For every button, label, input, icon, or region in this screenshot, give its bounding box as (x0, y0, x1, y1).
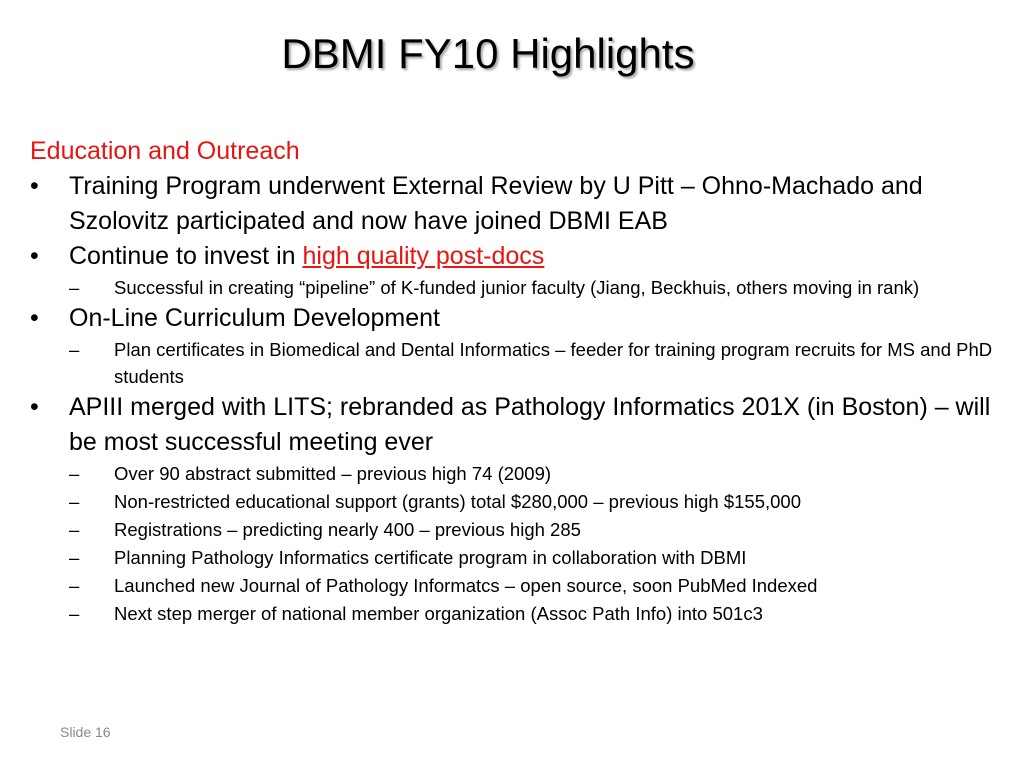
sub-bullet-text: Registrations – predicting nearly 400 – previous high 285 (114, 519, 581, 540)
sub-bullet-text: Launched new Journal of Pathology Informatcs – open source, soon PubMed Indexed (114, 575, 818, 596)
bullet-marker: • (30, 242, 39, 270)
sub-bullet-item (30, 600, 1005, 628)
bullet-item (30, 390, 1005, 460)
section-heading: Education and Outreach (30, 137, 300, 165)
sub-bullet-marker: – (69, 603, 80, 624)
bullet-text: Training Program underwent External Review by U Pitt – Ohno-Machado and Szolovitz participated and now have joined DBMI EAB (69, 172, 923, 235)
sub-bullet-item (30, 274, 1005, 301)
sub-bullet-marker: – (69, 547, 80, 568)
bullet-item (30, 239, 1005, 274)
sub-bullet-marker: – (69, 463, 80, 484)
bullet-item (30, 301, 1005, 336)
sub-bullet-marker: – (69, 575, 80, 596)
sub-bullet-item (30, 572, 1005, 600)
sub-bullet-text: Next step merger of national member organization (Assoc Path Info) into 501c3 (114, 603, 763, 624)
bullet-marker: • (30, 172, 39, 200)
slide-number: Slide 16 (60, 724, 111, 740)
slide-body (30, 135, 1005, 628)
sub-bullet-text: Planning Pathology Informatics certificate program in collaboration with DBMI (114, 547, 747, 568)
bullet-marker: • (30, 304, 39, 332)
bullet-marker: • (30, 393, 39, 421)
sub-bullet-item (30, 544, 1005, 572)
sub-bullet-item (30, 460, 1005, 488)
sub-bullet-marker: – (69, 339, 80, 360)
bullet-text: APIII merged with LITS; rebranded as Pathology Informatics 201X (in Boston) – will be most successful meeting ever (69, 393, 991, 456)
sub-bullet-text: Plan certificates in Biomedical and Dental Informatics – feeder for training program recruits for MS and PhD students (114, 339, 993, 387)
sub-bullet-marker: – (69, 277, 80, 298)
bullet-text: Continue to invest in (69, 242, 303, 270)
sub-bullet-item (30, 516, 1005, 544)
sub-bullet-marker: – (69, 519, 80, 540)
sub-bullet-item (30, 488, 1005, 516)
sub-bullet-text: Successful in creating “pipeline” of K-funded junior faculty (Jiang, Beckhuis, others moving in rank) (114, 277, 920, 298)
bullet-text: On-Line Curriculum Development (69, 304, 440, 332)
sub-bullet-marker: – (69, 491, 80, 512)
bullet-item (30, 169, 1005, 239)
sub-bullet-text: Over 90 abstract submitted – previous high 74 (2009) (114, 463, 552, 484)
slide-title: DBMI FY10 Highlights (281, 30, 695, 77)
sub-bullet-text: Non-restricted educational support (grants) total $280,000 – previous high $155,000 (114, 491, 801, 512)
sub-bullet-item (30, 336, 1005, 390)
post-docs-link[interactable]: high quality post-docs (302, 242, 545, 270)
